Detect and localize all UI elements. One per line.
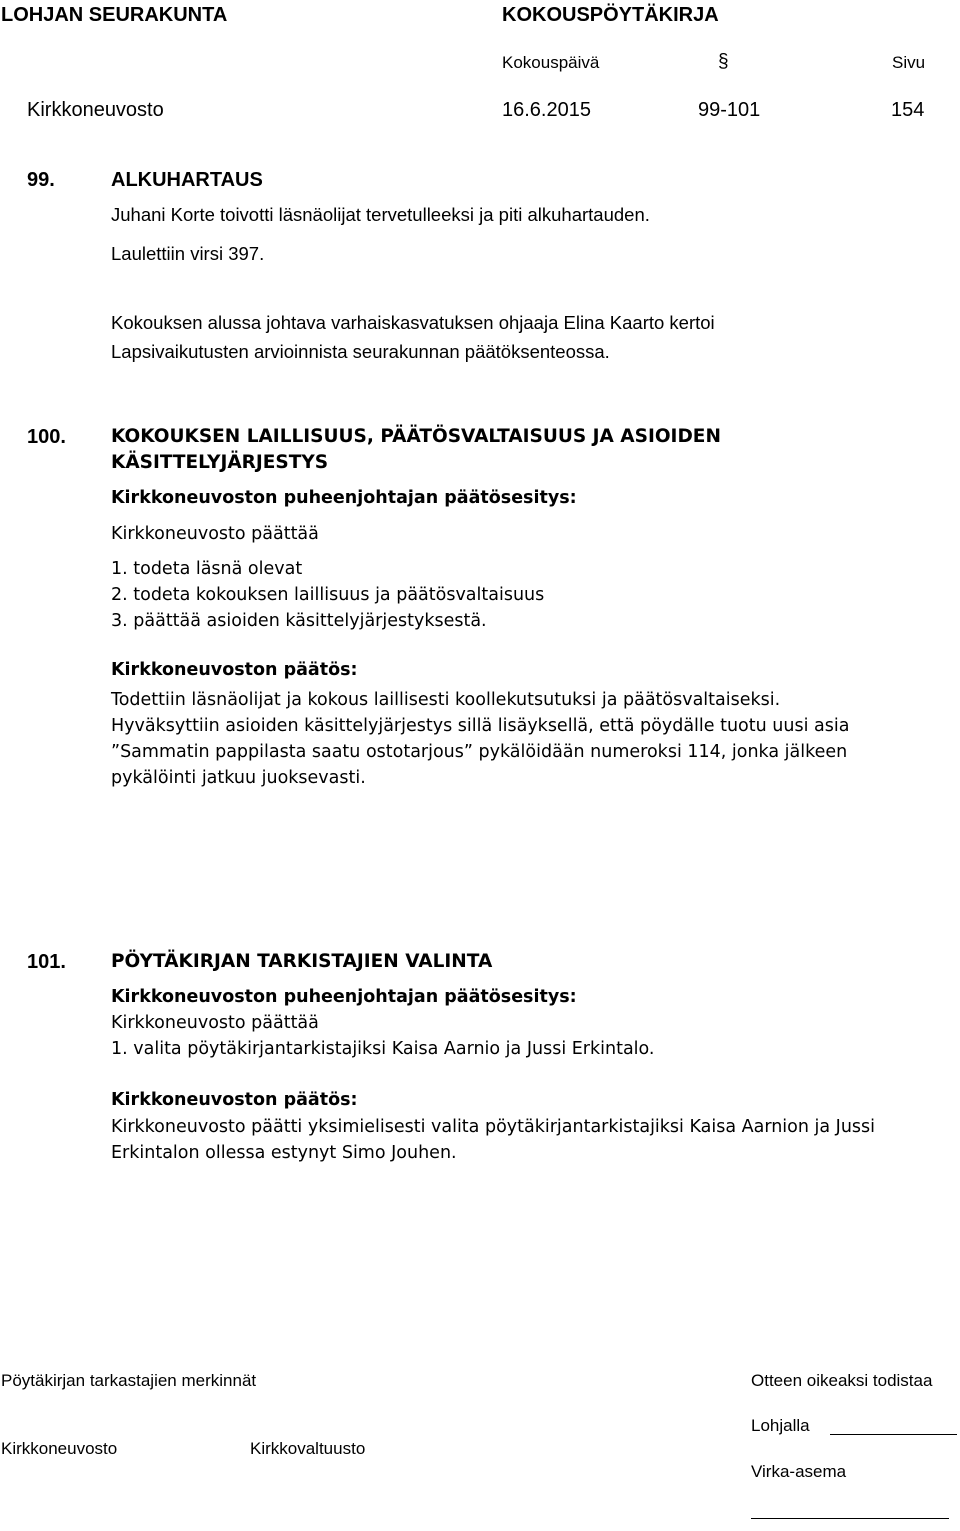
place-label: Lohjalla [751,1416,810,1435]
section-101-decision-heading: Kirkkoneuvoston päätös: [111,1090,358,1110]
council-assembly-label: Kirkkovaltuusto [250,1439,366,1458]
place-signature-line [830,1434,957,1435]
section-99-title: ALKUHARTAUS [111,169,263,191]
page-number: 154 [891,99,925,121]
position-label: Virka-asema [751,1462,847,1481]
section-100-title-line1: KOKOUKSEN LAILLISUUS, PÄÄTÖSVALTAISUUS JA ASIOIDEN [111,426,721,447]
section-101-title: PÖYTÄKIRJAN TARKISTAJIEN VALINTA [111,951,493,972]
section-99-line: Lapsivaikutusten arvioinnista seurakunnan päätöksenteossa. [111,341,610,362]
section-symbol-label: § [718,51,729,72]
section-101-decision-line: Erkintalon ollessa estynyt Simo Jouhen. [111,1143,457,1163]
section-100-decision-line: pykälöinti jatkuu juoksevasti. [111,768,366,788]
section-101-decision-line: Kirkkoneuvosto päätti yksimielisesti valita pöytäkirjantarkistajiksi Kaisa Aarnion ja Jussi [111,1117,876,1137]
document-type: KOKOUSPÖYTÄKIRJA [502,4,719,26]
org-name: LOHJAN SEURAKUNTA [1,4,228,26]
section-99-line: Laulettiin virsi 397. [111,243,265,264]
section-range: 99-101 [698,99,761,121]
certified-label: Otteen oikeaksi todistaa [751,1371,933,1390]
meeting-body: Kirkkoneuvosto [27,99,164,121]
section-100-proposal-item: 1. todeta läsnä olevat [111,559,303,579]
date-label: Kokouspäivä [502,53,600,72]
section-100-proposal-item: 2. todeta kokouksen laillisuus ja päätösvaltaisuus [111,585,545,605]
section-101-proposal-intro: Kirkkoneuvosto päättää [111,1013,319,1033]
section-99-line: Kokouksen alussa johtava varhaiskasvatuksen ohjaaja Elina Kaarto kertoi [111,312,715,333]
section-99-line: Juhani Korte toivotti läsnäolijat tervetulleeksi ja piti alkuhartauden. [111,204,650,225]
reviewers-label: Pöytäkirjan tarkastajien merkinnät [1,1371,257,1390]
section-100-title-line2: KÄSITTELYJÄRJESTYS [111,452,329,473]
section-100-decision-line: Todettiin läsnäolijat ja kokous laillisesti koollekutsutuksi ja päätösvaltaiseksi. [111,690,781,710]
section-100-proposal-heading: Kirkkoneuvoston puheenjohtajan päätösesitys: [111,488,577,508]
section-100-decision-line: ”Sammatin pappilasta saatu ostotarjous” pykälöidään numeroksi 114, jonka jälkeen [111,742,848,762]
section-100-number: 100. [27,426,66,448]
section-99-number: 99. [27,169,55,191]
section-101-proposal-heading: Kirkkoneuvoston puheenjohtajan päätösesitys: [111,987,577,1007]
meeting-date: 16.6.2015 [502,99,591,121]
page-label: Sivu [892,53,926,72]
section-100-proposal-item: 3. päättää asioiden käsittelyjärjestyksestä. [111,611,487,631]
signature-line [751,1518,949,1519]
section-100-proposal-intro: Kirkkoneuvosto päättää [111,524,319,544]
council-label: Kirkkoneuvosto [1,1439,118,1458]
section-101-number: 101. [27,951,66,973]
section-100-decision-line: Hyväksyttiin asioiden käsittelyjärjestys sillä lisäyksellä, että pöydälle tuotu uusi asia [111,716,850,736]
section-101-proposal-item: 1. valita pöytäkirjantarkistajiksi Kaisa Aarnio ja Jussi Erkintalo. [111,1039,655,1059]
section-100-decision-heading: Kirkkoneuvoston päätös: [111,660,358,680]
